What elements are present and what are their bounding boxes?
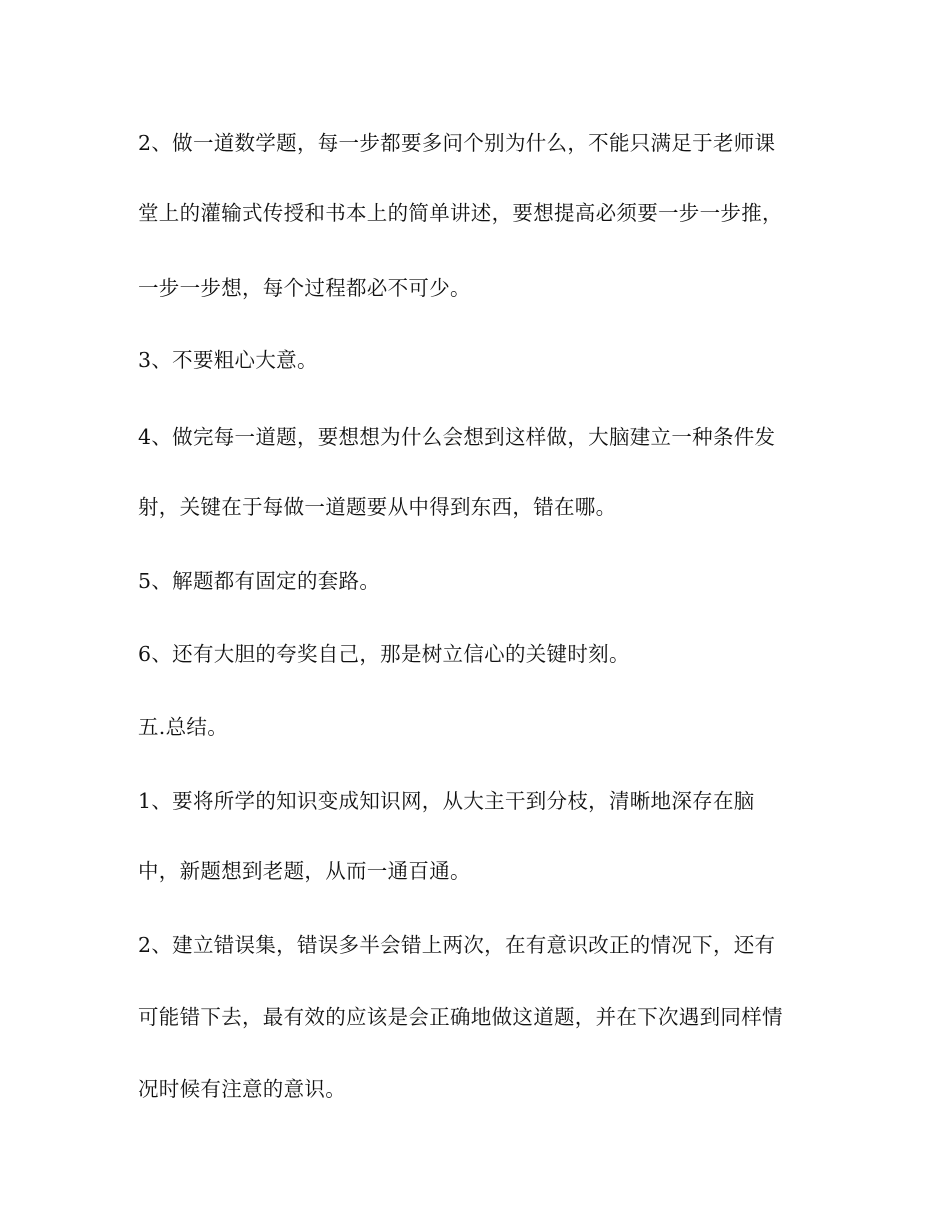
- text-line-13: 可能错下去，最有效的应该是会正确地做这道题，并在下次遇到同样情: [138, 1005, 783, 1029]
- text-line-14: 况时候有注意的意识。: [138, 1077, 346, 1101]
- text-line-12: 2、建立错误集，错误多半会错上两次，在有意识改正的情况下，还有: [138, 933, 776, 957]
- text-line-8: 6、还有大胆的夸奖自己，那是树立信心的关键时刻。: [138, 642, 630, 666]
- section-heading: 五.总结。: [138, 715, 229, 739]
- text-line-4: 3、不要粗心大意。: [138, 348, 318, 372]
- text-line-5: 4、做完每一道题，要想想为什么会想到这样做，大脑建立一种条件发: [138, 425, 776, 449]
- text-line-6: 射，关键在于每做一道题要从中得到东西，错在哪。: [138, 495, 617, 519]
- text-line-11: 中，新题想到老题，从而一通百通。: [138, 859, 471, 883]
- text-line-2: 堂上的灌输式传授和书本上的简单讲述，要想提高必须要一步一步推，: [138, 201, 783, 225]
- text-line-3: 一步一步想，每个过程都必不可少。: [138, 276, 471, 300]
- text-line-10: 1、要将所学的知识变成知识网，从大主干到分枝，清晰地深存在脑: [138, 789, 755, 813]
- text-line-1: 2、做一道数学题，每一步都要多问个别为什么，不能只满足于老师课: [138, 131, 776, 155]
- text-line-7: 5、解题都有固定的套路。: [138, 569, 381, 593]
